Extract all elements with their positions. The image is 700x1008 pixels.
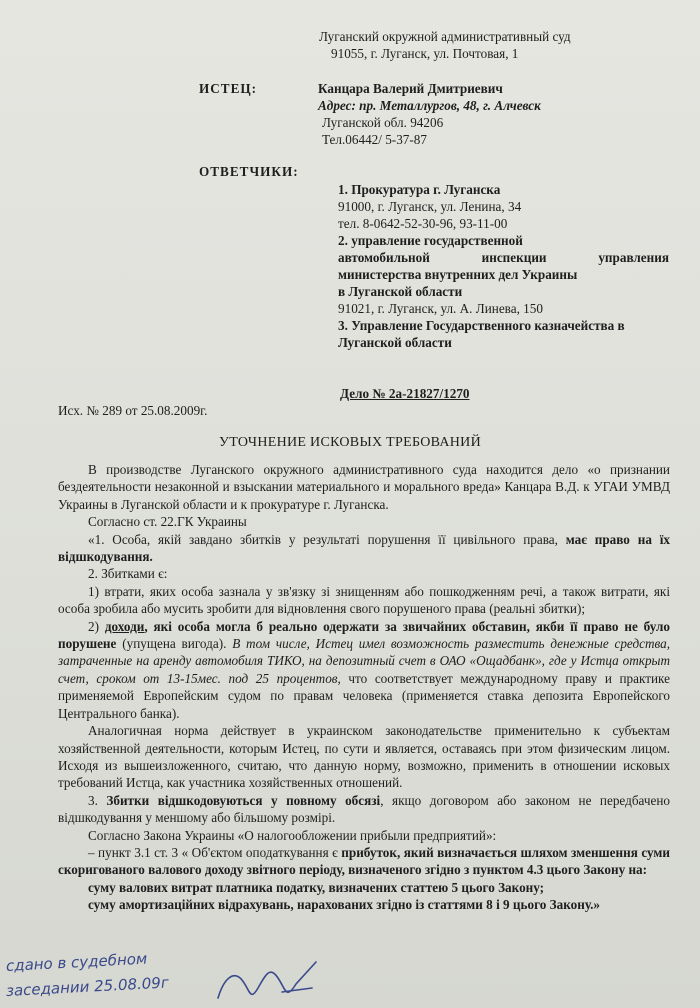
- paragraph-code-ref: Согласно ст. 22.ГК Украины: [88, 514, 247, 530]
- document-heading: УТОЧНЕНИЕ ИСКОВЫХ ТРЕБОВАНИЙ: [218, 435, 482, 450]
- handwritten-note-line-2: заседании 25.08.09г: [5, 973, 170, 1000]
- defendant-2-line-3: министерства внутренних дел Украины: [338, 267, 578, 282]
- plaintiff-phone: Тел.06442/ 5-37-87: [322, 132, 427, 147]
- defendant-1-address: 91000, г. Луганск, ул. Ленина, 34: [338, 199, 522, 214]
- defendant-3-line-2: Луганской области: [338, 335, 452, 350]
- defendant-2-line-1: 2. управление государственной: [338, 233, 523, 248]
- paragraph-article-1: «1. Особа, якій завдано збитків у результаті порушення її цивільного права, має право на їх відшкодування.: [58, 531, 670, 565]
- defendant-2-address: 91021, г. Луганск, ул. А. Линева, 150: [338, 301, 543, 316]
- defendant-3-line-1: 3. Управление Государственного казначейства в: [338, 318, 625, 333]
- court-name: Луганский окружной административный суд: [319, 29, 571, 44]
- paragraph-losses-2: 2) доходи, які особа могла б реально одержати за звичайних обставин, якби її право не було порушене (упущена вигода). В том числе, Истец имел возможность разместить денежные средства, затраченные на аренду автомобиля ТИКО, на депозитный счет в ОАО «Ощадбанк», где у Истца открыт счет, сроком от 13-15мес. под 25 процентов, что соответствует международному праву и практике применяемой Европейским судом по правам человека (применяется ставка депозита Европейского Центрального банка).: [58, 618, 671, 721]
- paragraph-gross-expenses: суму валових витрат платника податку, визначених статтею 5 цього Закону;: [88, 879, 545, 895]
- plaintiff-region: Луганской обл. 94206: [322, 115, 444, 130]
- paragraph-losses-heading: 2. Збитками є:: [88, 566, 168, 582]
- plaintiff-label: ИСТЕЦ:: [199, 81, 258, 96]
- handwritten-signature: [212, 958, 322, 1006]
- paragraph-losses-1: 1) втрати, яких особа зазнала у зв'язку зі знищенням або пошкодженням речі, а також витрати, які особа зробила або мусить зробити для відновлення свого порушеного права (реальні збитки);: [58, 583, 670, 617]
- paragraph-full-compensation: 3. Збитки відшкодовуються у повному обсязі, якщо договором або законом не передбачено відшкодування у меншому або більшому розмірі.: [58, 792, 670, 826]
- plaintiff-name: Канцара Валерий Дмитриевич: [318, 81, 503, 96]
- plaintiff-address: Адрес: пр. Металлургов, 48, г. Алчевск: [318, 98, 541, 113]
- paragraph-intro: В производстве Луганского окружного административного суда находится дело «о признании бездеятельности незаконной и взыскании материального и морального вреда» Канцара В.Д. к УГАИ УМВД Украины в Луганской области и к прокуратуре г. Луганска.: [58, 462, 670, 512]
- defendant-1-title: 1. Прокуратура г. Луганска: [338, 182, 501, 197]
- paragraph-analogous-norm: Аналогичная норма действует в украинском законодательстве применительно к субъектам хозяйственной деятельности, которым Истец, по сути и является, оставаясь при этом физическим лицом. Исходя из вышеизложенного, считаю, что данную норму, возможно, применить в отношении исковых требований Истца, как участника хозяйственных отношений.: [58, 723, 670, 791]
- defendant-2-line-4: в Луганской области: [338, 284, 463, 299]
- defendants-label: ОТВЕТЧИКИ:: [199, 164, 299, 179]
- handwritten-note-line-1: сдано в судебном: [5, 949, 148, 975]
- defendant-2-line-2: автомобильной инспекции управления: [338, 250, 669, 265]
- paragraph-tax-object: – пункт 3.1 ст. 3 « Об'єктом оподаткування є прибуток, який визначається шляхом зменшення суми скоригованого валового доходу звітного періоду, визначеного згідно з пунктом 4.3 цього Закону на:: [58, 844, 670, 878]
- document-body: [58, 461, 670, 914]
- paragraph-tax-law: Согласно Закона Украины «О налогообложении прибыли предприятий»:: [88, 827, 497, 843]
- outgoing-reference: Исх. № 289 от 25.08.2009г.: [58, 403, 208, 418]
- court-address: 91055, г. Луганск, ул. Почтовая, 1: [331, 46, 519, 61]
- paragraph-amortization: суму амортизаційних відрахувань, нарахованих згідно із статтями 8 і 9 цього Закону.»: [88, 897, 600, 913]
- defendant-1-phone: тел. 8-0642-52-30-96, 93-11-00: [338, 216, 508, 231]
- case-number: Дело № 2а-21827/1270: [340, 386, 470, 401]
